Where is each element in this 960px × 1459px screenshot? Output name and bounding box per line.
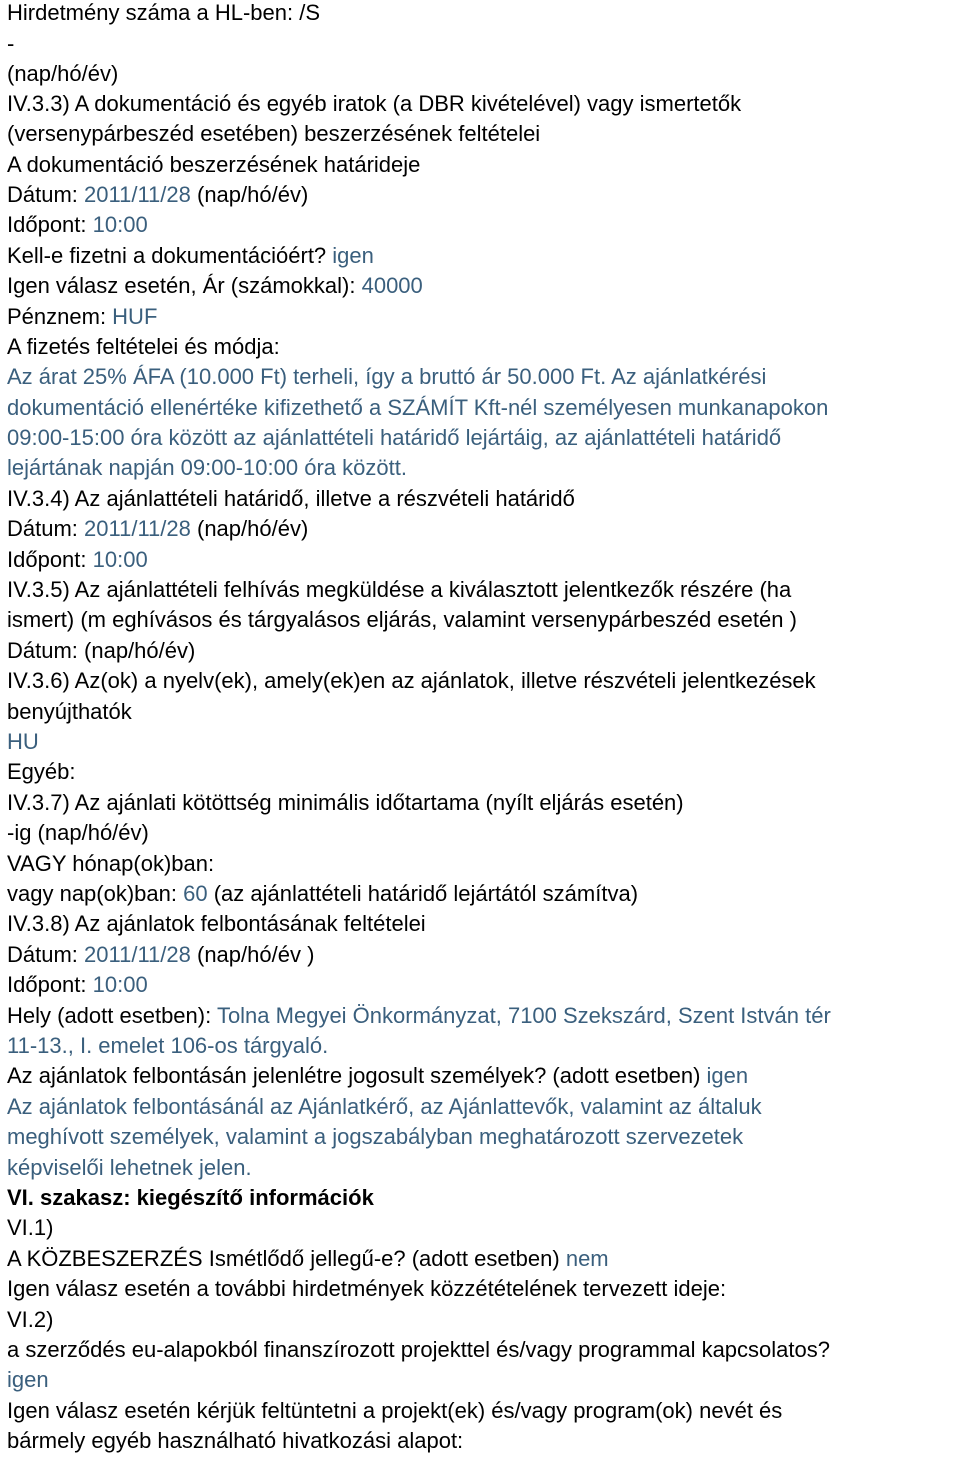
currency-value: HUF bbox=[112, 304, 158, 329]
payment-terms-text: Az árat 25% ÁFA (10.000 Ft) terheli, így a bruttó ár 50.000 Ft. Az ajánlatkérési bbox=[7, 364, 767, 389]
opening-place-cont: 11-13., I. emelet 106-os tárgyaló. bbox=[7, 1033, 329, 1058]
section-iv-3-5-heading: IV.3.5) Az ajánlattételi felhívás megküldése a kiválasztott jelentkezők részére (ha bbox=[7, 577, 792, 602]
opening-date bbox=[7, 942, 314, 968]
attendance-text-2: meghívott személyek, valamint a jogszabályban meghatározott szervezetek bbox=[7, 1124, 744, 1149]
payment-required-value: igen bbox=[332, 243, 374, 268]
place-label: Hely (adott esetben): bbox=[7, 1003, 217, 1028]
date-format: (nap/hó/év ) bbox=[190, 942, 315, 967]
eu-funds-question: a szerződés eu-alapokból finanszírozott projekttel és/vagy programmal kapcsolatos? bbox=[7, 1337, 830, 1362]
section-iv-3-4-heading: IV.3.4) Az ajánlattételi határidő, illetve a részvételi határidő bbox=[7, 486, 575, 511]
further-notices-label: Igen válasz esetén a további hirdetmények közzétételének tervezett ideje: bbox=[7, 1276, 727, 1301]
section-iv-3-3-heading-cont: (versenypárbeszéd esetében) beszerzésének feltételei bbox=[7, 121, 541, 146]
doc-deadline-time bbox=[7, 212, 148, 238]
payment-terms-text-2: dokumentáció ellenértéke kifizethető a SZÁMÍT Kft-nél személyesen munkanapokon bbox=[7, 395, 829, 420]
time-label: Időpont: bbox=[7, 212, 93, 237]
time-value: 10:00 bbox=[92, 972, 148, 997]
currency bbox=[7, 304, 157, 330]
binding-months: VAGY hónap(ok)ban: bbox=[7, 851, 215, 876]
date-format-line: (nap/hó/év) bbox=[7, 61, 119, 86]
price-label: Igen válasz esetén, Ár (számokkal): bbox=[7, 273, 362, 298]
submission-time bbox=[7, 547, 148, 573]
price-value: 40000 bbox=[361, 273, 423, 298]
section-iv-3-6-heading: IV.3.6) Az(ok) a nyelv(ek), amely(ek)en az ajánlatok, illetve részvételi jelentkezések bbox=[7, 668, 816, 693]
date-format: (nap/hó/év) bbox=[190, 182, 309, 207]
place-value: Tolna Megyei Önkormányzat, 7100 Szekszárd, Szent István tér bbox=[216, 1003, 831, 1028]
section-vi-1-label: VI.1) bbox=[7, 1215, 54, 1240]
price bbox=[7, 273, 423, 299]
time-label: Időpont: bbox=[7, 547, 93, 572]
payment-terms-label: A fizetés feltételei és módja: bbox=[7, 334, 280, 359]
section-iv-3-6-heading-cont: benyújthatók bbox=[7, 699, 132, 724]
date-label: Dátum: bbox=[7, 182, 85, 207]
payment-terms-text-4: lejártának napján 09:00-10:00 óra között. bbox=[7, 455, 407, 480]
invitation-date: Dátum: (nap/hó/év) bbox=[7, 638, 196, 663]
project-reference-label: Igen válasz esetén kérjük feltüntetni a projekt(ek) és/vagy program(ok) nevét és bbox=[7, 1398, 783, 1423]
eu-funds-value: igen bbox=[7, 1367, 49, 1392]
binding-days bbox=[7, 881, 638, 907]
submission-date bbox=[7, 516, 308, 542]
project-reference-label-cont: bármely egyéb használható hivatkozási alapot: bbox=[7, 1428, 464, 1453]
payment-terms-text-3: 09:00-15:00 óra között az ajánlattételi határidő lejártáig, az ajánlattételi határidő bbox=[7, 425, 782, 450]
opening-place bbox=[7, 1003, 831, 1029]
doc-deadline-label: A dokumentáció beszerzésének határideje bbox=[7, 152, 421, 177]
section-vi-2-label: VI.2) bbox=[7, 1307, 54, 1332]
recurring-value: nem bbox=[565, 1246, 609, 1271]
date-format: (nap/hó/év) bbox=[190, 516, 309, 541]
time-value: 10:00 bbox=[92, 212, 148, 237]
date-label: Dátum: bbox=[7, 516, 85, 541]
recurring-label: A KÖZBESZERZÉS Ismétlődő jellegű-e? (adott esetben) bbox=[7, 1246, 566, 1271]
time-label: Időpont: bbox=[7, 972, 93, 997]
binding-until-date: -ig (nap/hó/év) bbox=[7, 820, 149, 845]
section-iv-3-3-heading: IV.3.3) A dokumentáció és egyéb iratok (a DBR kivételével) vagy ismertetők bbox=[7, 91, 742, 116]
payment-required bbox=[7, 243, 374, 269]
date-value: 2011/11/28 bbox=[84, 516, 191, 541]
opening-time bbox=[7, 972, 148, 998]
language-value: HU bbox=[7, 729, 39, 754]
other-language-label: Egyéb: bbox=[7, 759, 76, 784]
date-label: Dátum: bbox=[7, 942, 85, 967]
currency-label: Pénznem: bbox=[7, 304, 113, 329]
attendance-question bbox=[7, 1063, 748, 1089]
section-iv-3-7-heading: IV.3.7) Az ajánlati kötöttség minimális időtartama (nyílt eljárás esetén) bbox=[7, 790, 684, 815]
attendance-label: Az ajánlatok felbontásán jelenlétre jogosult személyek? (adott esetben) bbox=[7, 1063, 707, 1088]
section-vi-heading: VI. szakasz: kiegészítő információk bbox=[7, 1185, 374, 1210]
binding-days-value: 60 bbox=[183, 881, 208, 906]
binding-days-note: (az ajánlattételi határidő lejártától számítva) bbox=[207, 881, 639, 906]
date-value: 2011/11/28 bbox=[84, 182, 191, 207]
recurring-question bbox=[7, 1246, 609, 1272]
notice-number-line: Hirdetmény száma a HL-ben: /S bbox=[7, 0, 321, 25]
binding-days-label: vagy nap(ok)ban: bbox=[7, 881, 184, 906]
attendance-value: igen bbox=[706, 1063, 749, 1088]
doc-deadline-date bbox=[7, 182, 308, 208]
section-iv-3-8-heading: IV.3.8) Az ajánlatok felbontásának feltételei bbox=[7, 911, 426, 936]
time-value: 10:00 bbox=[92, 547, 148, 572]
section-iv-3-5-heading-cont: ismert) (m eghívásos és tárgyalásos eljárás, valamint versenypárbeszéd esetén ) bbox=[7, 607, 797, 632]
attendance-text-3: képviselői lehetnek jelen. bbox=[7, 1155, 252, 1180]
date-value: 2011/11/28 bbox=[84, 942, 191, 967]
dash-line: - bbox=[7, 31, 15, 56]
attendance-text: Az ajánlatok felbontásánál az Ajánlatkérő, az Ajánlattevők, valamint az általuk bbox=[7, 1094, 762, 1119]
payment-required-label: Kell-e fizetni a dokumentációért? bbox=[7, 243, 333, 268]
